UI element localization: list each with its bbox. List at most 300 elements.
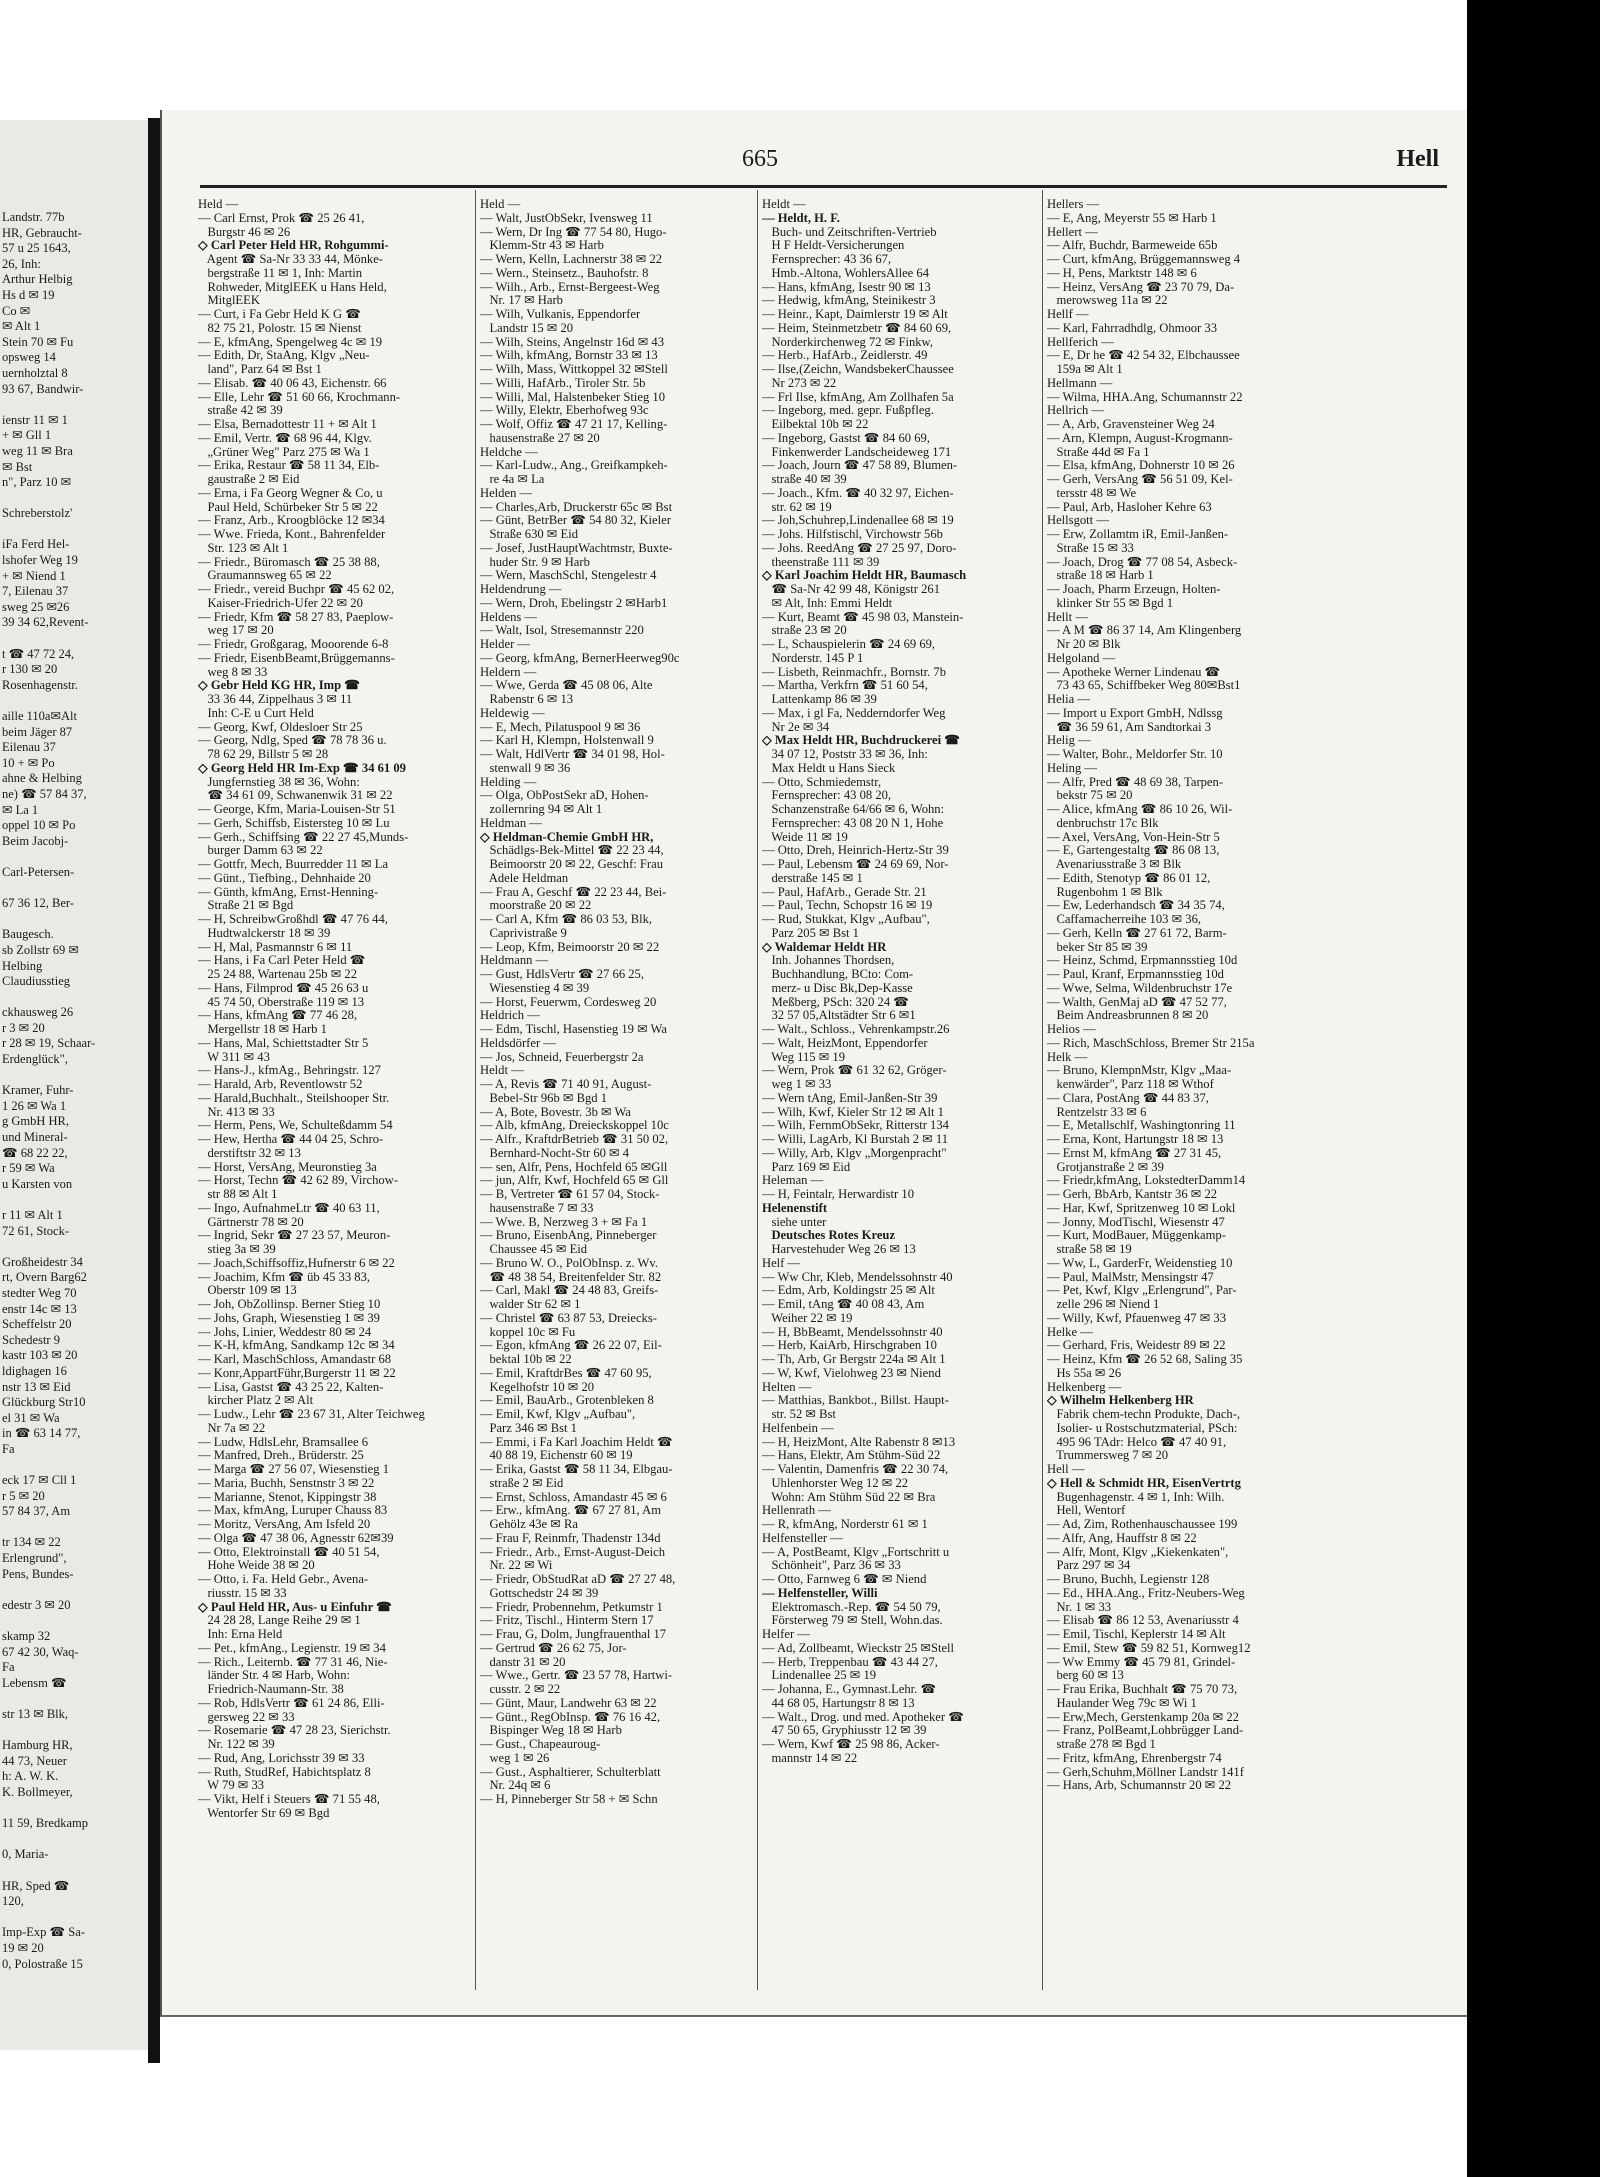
directory-entry-line: — E, Dr he ☎ 42 54 32, Elbchaussee	[1047, 349, 1240, 363]
directory-entry-line: — Ed., HHA.Ang., Fritz-Neubers-Weg	[1047, 1586, 1245, 1600]
directory-entry-line: Nr. 17 ✉ Harb	[480, 294, 563, 308]
directory-entry-line: Bugenhagenstr. 4 ✉ 1, Inh: Wilh.	[1047, 1490, 1225, 1504]
directory-entry-line: — Erna, Kont, Hartungstr 18 ✉ 13	[1047, 1133, 1224, 1146]
directory-entry-line: straße 18 ✉ Harb 1	[1047, 569, 1154, 583]
running-head: Hell	[1396, 146, 1439, 172]
left-page-fragment: ienstr 11 ✉ 1	[2, 412, 68, 427]
left-page-fragment: oppel 10 ✉ Po	[2, 818, 76, 833]
left-page-fragment	[2, 491, 151, 507]
left-page-fragment	[2, 1239, 151, 1255]
left-page-fragment: tr 134 ✉ 22	[2, 1535, 61, 1550]
left-page-fragment: 11 59, Bredkamp	[2, 1816, 88, 1831]
left-page-fragment	[2, 1723, 151, 1739]
directory-entry-line: Nr 7a ✉ 22	[198, 1421, 266, 1435]
left-page-fragment: Glückburg Str10	[2, 1395, 86, 1410]
left-page-fragment: beim Jäger 87	[2, 724, 73, 739]
directory-entry-line: — Friedr., vereid Buchpr ☎ 45 62 02,	[198, 583, 395, 596]
directory-entry-line: — Friedr, EisenbBeamt,Brüggemanns-	[198, 651, 395, 665]
directory-entry-line: weg 17 ✉ 20	[198, 624, 274, 638]
directory-entry-line: — Joh, ObZollinsp. Berner Stieg 10	[198, 1298, 381, 1311]
directory-entry-line: — Heim, Steinmetzbetr ☎ 84 60 69,	[762, 321, 952, 335]
left-page-fragment: Arthur Helbig	[2, 272, 73, 287]
directory-entry-line: — Wern, Prok ☎ 61 32 62, Gröger-	[762, 1064, 947, 1078]
directory-entry-line: — H, SchreibwGroßhdl ☎ 47 76 44,	[198, 913, 388, 926]
directory-entry-line: — Erika, Gastst ☎ 58 11 34, Elbgau-	[480, 1463, 673, 1476]
directory-entry-line: ◇ Gebr Held KG HR, Imp ☎	[198, 679, 360, 693]
directory-entry-line: Inh: Erna Held	[198, 1628, 283, 1641]
directory-entry-line: — Johs. ReedAng ☎ 27 25 97, Doro-	[762, 541, 957, 555]
directory-entry-line: — Otto, Elektroinstall ☎ 40 51 54,	[198, 1545, 380, 1559]
directory-entry-line: weg 1 ✉ 33	[762, 1078, 832, 1091]
directory-entry-line: str 88 ✉ Alt 1	[198, 1188, 278, 1201]
directory-entry-line: Hellsgott —	[1047, 514, 1109, 528]
left-page-fragment: Scheffelstr 20	[2, 1317, 72, 1332]
directory-entry-line: — Gerhard, Fris, Weidestr 89 ✉ 22	[1047, 1339, 1226, 1353]
directory-entry-line: Agent ☎ Sa-Nr 33 33 44, Mönke-	[198, 253, 383, 266]
left-page-fragment: ckhausweg 26	[2, 1005, 74, 1020]
directory-entry-line: — Georg, Kwf, Oldesloer Str 25	[198, 720, 363, 734]
directory-entry-line: Beimoorstr 20 ✉ 22, Geschf: Frau	[480, 858, 663, 871]
directory-entry-line: — Johs, Graph, Wiesenstieg 1 ✉ 39	[198, 1311, 380, 1325]
directory-entry-line: Parz 346 ✉ Bst 1	[480, 1421, 577, 1435]
left-page-fragment: + ✉ Gll 1	[2, 428, 52, 443]
directory-entry-line: Heldewig —	[480, 706, 545, 720]
directory-entry-line: — Otto, i. Fa. Held Gebr., Avena-	[198, 1573, 369, 1586]
directory-entry-line: Försterweg 79 ✉ Stell, Wohn.das.	[762, 1614, 943, 1628]
directory-entry-line: Nr 273 ✉ 22	[762, 376, 837, 390]
directory-entry-line: — Wwe., Gertr. ☎ 23 57 78, Hartwi-	[480, 1669, 673, 1683]
directory-entry-line: ◇ Karl Joachim Heldt HR, Baumasch	[762, 569, 967, 583]
directory-entry-line: — Charles,Arb, Druckerstr 65c ✉ Bst	[480, 500, 673, 514]
directory-entry-line: — Gust., Chapeauroug-	[480, 1738, 601, 1751]
directory-entry-line: — Walter, Bohr., Meldorfer Str. 10	[1047, 748, 1223, 761]
directory-entry-line: Hudtwalckerstr 18 ✉ 39	[198, 926, 331, 940]
directory-entry-line: Gottschedstr 24 ✉ 39	[480, 1586, 599, 1600]
left-page-fragment: Baugesch.	[2, 927, 54, 942]
directory-entry-line: — Vikt, Helf i Steuers ☎ 71 55 48,	[198, 1793, 380, 1806]
directory-entry-line: Fabrik chem-techn Produkte, Dach-,	[1047, 1408, 1241, 1421]
directory-entry-line: — Walt, HeizMont, Eppendorfer	[762, 1036, 928, 1050]
directory-entry-line: — Hew, Hertha ☎ 44 04 25, Schro-	[198, 1133, 384, 1146]
directory-entry-line: — Wern, MaschSchl, Stengelestr 4	[480, 569, 657, 583]
directory-entry-line: — Elsa, Bernadottestr 11 + ✉ Alt 1	[198, 418, 377, 431]
directory-entry-line: — Walt., Drog. und med. Apotheker ☎	[762, 1710, 964, 1724]
directory-entry-line: zollernring 94 ✉ Alt 1	[480, 803, 603, 816]
directory-entry-line: Haulander Weg 79c ✉ Wi 1	[1047, 1696, 1197, 1710]
left-page-fragment: Hamburg HR,	[2, 1738, 73, 1753]
directory-entry-line: Hell, Wentorf	[1047, 1504, 1126, 1518]
directory-entry-line: — Import u Export GmbH, Ndlssg	[1047, 706, 1223, 720]
directory-entry-line: Caffamacherreihe 103 ✉ 36,	[1047, 913, 1202, 926]
directory-entry-line: — Wwe. Frieda, Kont., Bahrenfelder	[198, 528, 386, 541]
directory-entry-line: Caprivistraße 9	[480, 926, 567, 940]
directory-entry-line: — Harald, Arb, Reventlowstr 52	[198, 1078, 363, 1091]
directory-entry-line: — Kurt, ModBauer, Müggenkamp-	[1047, 1229, 1226, 1243]
directory-entry-line: 47 50 65, Gryphiusstr 12 ✉ 39	[762, 1724, 927, 1738]
directory-entry-line: straße 23 ✉ 20	[762, 624, 847, 638]
directory-entry-line: Jungfernstieg 38 ✉ 36, Wohn:	[198, 775, 360, 789]
left-page-fragment: r 28 ✉ 19, Schaar-	[2, 1036, 96, 1051]
directory-entry-line: — Martha, Verkfrn ☎ 51 60 54,	[762, 679, 928, 693]
directory-entry-line: — Erw., kfmAng. ☎ 67 27 81, Am	[480, 1504, 662, 1518]
directory-entry-line: 73 43 65, Schiffbeker Weg 80✉Bst1	[1047, 679, 1241, 693]
directory-entry-line: — Edith, Stenotyp ☎ 86 01 12,	[1047, 871, 1211, 885]
directory-entry-line: Heleman —	[762, 1174, 824, 1188]
directory-entry-line: — Wern, Kelln, Lachnerstr 38 ✉ 22	[480, 253, 663, 266]
directory-entry-line: — Wern, Dr Ing ☎ 77 54 80, Hugo-	[480, 225, 667, 239]
directory-entry-line: Straße 15 ✉ 33	[1047, 541, 1134, 555]
directory-entry-line: Hellmann —	[1047, 376, 1113, 390]
directory-entry-line: — H, Mal, Pasmannstr 6 ✉ 11	[198, 940, 353, 954]
left-page-fragment: 0, Maria-	[2, 1847, 49, 1862]
directory-entry-line: — Paul, Lebensm ☎ 24 69 69, Nor-	[762, 858, 949, 871]
directory-entry-line: — Paul, Kranf, Erpmannsstieg 10d	[1047, 968, 1224, 981]
directory-entry-line: moorstraße 20 ✉ 22	[480, 899, 592, 913]
left-page-fragment: Fa	[2, 1660, 15, 1675]
directory-entry-line: Parz 205 ✉ Bst 1	[762, 926, 859, 940]
directory-entry-line: Isolier- u Rostschutzmaterial, PSch:	[1047, 1421, 1238, 1435]
directory-entry-line: Weg 115 ✉ 19	[762, 1050, 845, 1064]
directory-entry-line: — Friedr,kfmAng, LokstedterDamm14	[1047, 1174, 1246, 1188]
directory-entry-line: — Gerh, Schiffsb, Eistersteg 10 ✉ Lu	[198, 816, 390, 830]
directory-entry-line: — Hedwig, kfmAng, Steinikestr 3	[762, 294, 936, 308]
directory-entry-line: — Elisab. ☎ 40 06 43, Eichenstr. 66	[198, 376, 387, 390]
directory-entry-line: Nr. 413 ✉ 33	[198, 1105, 275, 1119]
directory-entry-line: — Heinz, VersAng ☎ 23 70 79, Da-	[1047, 280, 1235, 294]
directory-entry-line: str. 62 ✉ 19	[762, 500, 832, 514]
directory-entry-line: — Herb, Treppenbau ☎ 43 44 27,	[762, 1655, 938, 1669]
directory-entry-line: — Th, Arb, Gr Bergstr 224a ✉ Alt 1	[762, 1353, 946, 1366]
directory-entry-line: Straße 630 ✉ Eid	[480, 528, 578, 541]
directory-entry-line: — Max, kfmAng, Luruper Chauss 83	[198, 1504, 388, 1518]
left-page-fragment: Kramer, Fuhr-	[2, 1083, 74, 1098]
directory-entry-line: — Willi, Mal, Halstenbeker Stieg 10	[480, 390, 665, 404]
directory-entry-line: Parz 169 ✉ Eid	[762, 1160, 851, 1174]
directory-entry-line: — E, Ang, Meyerstr 55 ✉ Harb 1	[1047, 211, 1217, 225]
directory-entry-line: Helten —	[762, 1380, 812, 1394]
directory-entry-line: — Harald,Buchhalt., Steilshooper Str.	[198, 1091, 390, 1105]
directory-entry-line: Avenariusstraße 3 ✉ Blk	[1047, 858, 1182, 871]
directory-entry-line: — Horst, Feuerwm, Cordesweg 20	[480, 995, 657, 1009]
directory-entry-line: Weide 11 ✉ 19	[762, 830, 848, 844]
directory-entry-line: 82 75 21, Polostr. 15 ✉ Nienst	[198, 321, 362, 335]
directory-entry-line: — Willy, Arb, Klgv „Morgenpracht"	[762, 1146, 947, 1160]
scan-background	[1467, 0, 1600, 2177]
directory-entry-line: Rabenstr 6 ✉ 13	[480, 693, 574, 706]
directory-entry-line: bektal 10b ✉ 22	[480, 1353, 572, 1366]
directory-entry-line: — Franz, Arb., Kroogblöcke 12 ✉34	[198, 514, 385, 528]
left-page-fragment: Carl-Petersen-	[2, 864, 75, 879]
directory-entry-line: Fernsprecher: 43 08 20 N 1, Hohe	[762, 816, 944, 830]
directory-entry-line: Chaussee 45 ✉ Eid	[480, 1243, 588, 1256]
directory-entry-line: — E, Metallschlf, Washingtonring 11	[1047, 1119, 1236, 1133]
directory-entry-line: — Willy, Elektr, Eberhofweg 93c	[480, 404, 649, 418]
directory-entry-line: — Karl, Fahrradhdlg, Ohmoor 33	[1047, 321, 1217, 335]
directory-entry-line: str. 52 ✉ Bst	[762, 1408, 836, 1421]
directory-entry-line: — Ww, L, GarderFr, Weidenstieg 10	[1047, 1256, 1233, 1270]
directory-entry-line: — Ruth, StudRef, Habichtsplatz 8	[198, 1765, 371, 1779]
directory-entry-line: Helenenstift	[762, 1201, 828, 1215]
left-page-fragment	[2, 631, 151, 647]
directory-entry-line: — Heldt, H. F.	[762, 211, 840, 225]
directory-entry-line: — Willi, LagArb, Kl Burstah 2 ✉ 11	[762, 1133, 948, 1146]
directory-entry-line: — Hans-J., kfmAg., Behringstr. 127	[198, 1064, 381, 1078]
directory-entry-line: — Emil, Kwf, Klgv „Aufbau",	[480, 1408, 636, 1421]
directory-entry-line: gaustraße 2 ✉ Eid	[198, 473, 300, 486]
directory-entry-line: — Pet, Kwf, Klgv „Erlengrund", Par-	[1047, 1284, 1237, 1298]
left-page-fragment: Erlengrund",	[2, 1551, 67, 1566]
left-page-fragment: Co ✉	[2, 303, 31, 318]
left-page-fragment: aille 110a✉Alt	[2, 709, 77, 723]
directory-entry-line: Buch- und Zeitschriften-Vertrieb	[762, 225, 937, 239]
directory-entry-line: burger Damm 63 ✉ 22	[198, 844, 323, 858]
directory-entry-line: — Wolf, Offiz ☎ 47 21 17, Kelling-	[480, 418, 668, 431]
directory-entry-line: Deutsches Rotes Kreuz	[762, 1229, 896, 1243]
directory-entry-line: Heldern —	[480, 665, 537, 679]
directory-entry-line: — Olga, ObPostSekr aD, Hohen-	[480, 789, 649, 803]
directory-entry-line: Helfenbein —	[762, 1421, 834, 1435]
left-page-fragment: ☎ 68 22 22,	[2, 1145, 68, 1160]
left-page-fragment: 39 34 62,Revent-	[2, 615, 89, 630]
left-page-fragment: uernholztal 8	[2, 365, 68, 380]
directory-entry-line: — L, Schauspielerin ☎ 24 69 69,	[762, 638, 936, 651]
directory-entry-line: Uhlenhorster Weg 12 ✉ 22	[762, 1476, 909, 1490]
left-page-fragment: r 130 ✉ 20	[2, 662, 58, 677]
left-page-fragment: str 13 ✉ Blk,	[2, 1707, 69, 1721]
directory-entry-line: — Pet., kfmAng., Legienstr. 19 ✉ 34	[198, 1641, 386, 1655]
directory-entry-line: siehe unter	[762, 1215, 827, 1229]
directory-entry-line: — Horst, VersAng, Meuronstieg 3a	[198, 1160, 377, 1174]
directory-entry-line: — Frl Ilse, kfmAng, Am Zollhafen 5a	[762, 390, 954, 404]
directory-entry-line: — A, PostBeamt, Klgv „Fortschritt u	[762, 1545, 950, 1559]
directory-entry-line: — Konr,AppartFühr,Burgerstr 11 ✉ 22	[198, 1366, 396, 1380]
directory-entry-line: — Gust., Asphaltierer, Schulterblatt	[480, 1765, 661, 1779]
directory-entry-line: — Emil, Vertr. ☎ 68 96 44, Klgv.	[198, 431, 372, 445]
directory-entry-line: — Joach, Pharm Erzeugn, Holten-	[1047, 583, 1221, 596]
directory-entry-line: — Joach., Kfm. ☎ 40 32 97, Eichen-	[762, 486, 954, 500]
directory-entry-line: — Erika, Restaur ☎ 58 11 34, Elb-	[198, 459, 380, 473]
directory-entry-line: — Christel ☎ 63 87 53, Dreiecks-	[480, 1311, 657, 1325]
directory-entry-line: Straße 44d ✉ Fa 1	[1047, 445, 1150, 459]
left-page-fragment: iFa Ferd Hel-	[2, 537, 70, 552]
directory-entry-line: Hellenrath —	[762, 1504, 831, 1518]
directory-entry-line: Norderkirchenweg 72 ✉ Finkw,	[762, 335, 933, 349]
directory-entry-line: Held —	[480, 198, 521, 211]
left-page-fragment: in ☎ 63 14 77,	[2, 1426, 81, 1441]
directory-entry-line: — Lisbeth, Reinmachfr., Bornstr. 7b	[762, 665, 946, 679]
directory-entry-line: Nr. 122 ✉ 39	[198, 1738, 275, 1751]
left-page-fragment: Eilenau 37	[2, 740, 56, 755]
directory-entry-line: Grotjanstraße 2 ✉ 39	[1047, 1160, 1164, 1174]
directory-entry-line: — Johanna, E., Gymnast.Lehr. ☎	[762, 1683, 937, 1696]
directory-entry-line: — Edm, Tischl, Hasenstieg 19 ✉ Wa	[480, 1023, 668, 1036]
left-page-fragment	[2, 990, 151, 1006]
directory-entry-line: — Willy, Kwf, Pfauenweg 47 ✉ 33	[1047, 1311, 1226, 1325]
directory-entry-line: — Max, i gl Fa, Nedderndorfer Weg	[762, 706, 946, 720]
left-page-fragment: Erdenglück",	[2, 1052, 68, 1067]
left-page-fragment: HR, Sped ☎	[2, 1878, 70, 1893]
directory-entry-line: danstr 31 ✉ 20	[480, 1655, 566, 1669]
left-page-fragment: lshofer Weg 19	[2, 553, 78, 568]
left-page-fragment: ✉ Alt 1	[2, 319, 41, 334]
directory-entry-line: Wiesenstieg 4 ✉ 39	[480, 981, 590, 995]
directory-entry-line: Straße 21 ✉ Bgd	[198, 899, 294, 913]
left-page-fragment	[2, 1613, 151, 1629]
directory-entry-line: 25 24 88, Wartenau 25b ✉ 22	[198, 968, 358, 981]
directory-entry-line: — Ingeborg, med. gepr. Fußpfleg.	[762, 404, 934, 418]
directory-entry-line: Meßberg, PSch: 320 24 ☎	[762, 995, 909, 1009]
directory-entry-line: — Ernst, Schloss, Amandastr 45 ✉ 6	[480, 1490, 667, 1504]
directory-entry-line: — Heinr., Kapt, Daimlerstr 19 ✉ Alt	[762, 308, 948, 321]
left-page-fragment: Helbing	[2, 958, 43, 973]
directory-entry-line: — Friedr., Arb., Ernst-August-Deich	[480, 1545, 666, 1559]
directory-entry-line: — Hans, i Fa Carl Peter Held ☎	[198, 954, 366, 968]
directory-entry-line: stenwall 9 ✉ 36	[480, 761, 571, 775]
directory-entry-line: Gärtnerstr 78 ✉ 20	[198, 1215, 304, 1229]
left-page-fragment	[2, 1910, 151, 1926]
directory-entry-line: Helder —	[480, 638, 531, 651]
directory-entry-line: — jun, Alfr, Kwf, Hochfeld 65 ✉ Gll	[480, 1174, 669, 1188]
left-page-fragment: Schedestr 9	[2, 1332, 60, 1347]
directory-entry-line: — Rud, Ang, Lorichsstr 39 ✉ 33	[198, 1751, 365, 1765]
directory-entry-line: Paul Held, Schürbeker Str 5 ✉ 22	[198, 500, 378, 514]
directory-entry-line: — Wilma, HHA.Ang, Schumannstr 22	[1047, 390, 1243, 404]
directory-entry-line: Hellferich —	[1047, 335, 1114, 349]
left-page-fragment: ahne & Helbing	[2, 771, 82, 786]
directory-entry-line: Max Heldt u Hans Sieck	[762, 761, 896, 775]
directory-entry-line: — Wern, Droh, Ebelingstr 2 ✉Harb1	[480, 596, 668, 610]
directory-entry-line: — Wern., Steinsetz., Bauhofstr. 8	[480, 266, 649, 280]
directory-entry-line: — Lisa, Gastst ☎ 43 25 22, Kalten-	[198, 1380, 384, 1394]
directory-entry-line: straße 278 ✉ Bgd 1	[1047, 1738, 1156, 1751]
left-page-fragment	[2, 1192, 151, 1208]
left-page-fragment: 67 42 30, Waq-	[2, 1644, 79, 1659]
directory-entry-line: denbruchstr 17c Blk	[1047, 816, 1159, 830]
directory-entry-line: — Jonny, ModTischl, Wiesenstr 47	[1047, 1215, 1225, 1229]
book-spine	[148, 118, 160, 2063]
directory-entry-line: — Herm, Pens, We, Schulteßdamm 54	[198, 1119, 393, 1133]
directory-entry-line: — Ad, Zim, Rothenhauschaussee 199	[1047, 1518, 1238, 1531]
directory-entry-line: — W, Kwf, Vielohweg 23 ✉ Niend	[762, 1366, 941, 1380]
directory-entry-line: Str. 123 ✉ Alt 1	[198, 541, 289, 555]
directory-entry-line: — Hans, kfmAng, Isestr 90 ✉ 13	[762, 280, 931, 294]
directory-entry-line: Gehölz 43e ✉ Ra	[480, 1518, 578, 1531]
left-page-fragment: kastr 103 ✉ 20	[2, 1348, 78, 1363]
column-separator	[1042, 190, 1043, 1990]
directory-entry-line: Friedrich-Naumann-Str. 38	[198, 1683, 344, 1696]
directory-entry-line: — Friedr, ObStudRat aD ☎ 27 27 48,	[480, 1573, 676, 1586]
directory-entry-line: Helfer —	[762, 1628, 810, 1641]
directory-entry-line: Inh: C-E u Curt Held	[198, 706, 314, 720]
left-page-fragment: 0, Polostraße 15	[2, 1956, 83, 1971]
left-page-fragment: t ☎ 47 72 24,	[2, 646, 75, 661]
directory-entry-line: Hellf —	[1047, 308, 1089, 321]
directory-entry-line: — Wilh, Mass, Wittkoppel 32 ✉Stell	[480, 363, 668, 376]
directory-entry-line: Heldche —	[480, 445, 538, 459]
directory-entry-line: 495 96 TAdr: Helco ☎ 47 40 91,	[1047, 1435, 1227, 1449]
directory-entry-line: — Wwe, Selma, Wildenbruchstr 17e	[1047, 981, 1233, 995]
directory-entry-line: — Hans, Elektr, Am Stühm-Süd 22	[762, 1449, 941, 1463]
directory-entry-line: Schönheit", Parz 36 ✉ 33	[762, 1559, 901, 1573]
directory-entry-line: Norderstr. 145 P 1	[762, 651, 864, 665]
directory-entry-line: — Frau Erika, Buchhalt ☎ 75 70 73,	[1047, 1683, 1238, 1696]
directory-entry-line: — Hans, Arb, Schumannstr 20 ✉ 22	[1047, 1779, 1232, 1793]
directory-entry-line: — Ernst M, kfmAng ☎ 27 31 45,	[1047, 1146, 1222, 1160]
directory-entry-line: — Ingeborg, Gastst ☎ 84 60 69,	[762, 431, 930, 445]
directory-entry-line: — Egon, kfmAng ☎ 26 22 07, Eil-	[480, 1339, 662, 1353]
directory-entry-line: — Erw,Mech, Gerstenkamp 20a ✉ 22	[1047, 1710, 1239, 1724]
directory-entry-line: straße 58 ✉ 19	[1047, 1243, 1132, 1256]
left-page-fragment: skamp 32	[2, 1629, 51, 1644]
directory-entry-line: — Alfr, Buchdr, Barmeweide 65b	[1047, 239, 1218, 253]
directory-entry-line: Kaiser-Friedrich-Ufer 22 ✉ 20	[198, 596, 363, 610]
directory-entry-line: 44 68 05, Hartungstr 8 ✉ 13	[762, 1696, 915, 1710]
left-page-fragment: ✉ La 1	[2, 802, 39, 817]
directory-entry-line: gersweg 22 ✉ 33	[198, 1710, 295, 1724]
directory-entry-line: Heldt —	[480, 1064, 524, 1078]
page-number: 665	[742, 146, 778, 172]
left-page-fragment: g GmbH HR,	[2, 1114, 70, 1129]
left-page-fragment	[2, 522, 151, 538]
directory-entry-line: Helig —	[1047, 734, 1091, 748]
left-page-fragment: 120,	[2, 1894, 24, 1909]
directory-entry-line: Heldt —	[762, 198, 806, 211]
directory-entry-line: — H, HeizMont, Alte Rabenstr 8 ✉13	[762, 1435, 956, 1449]
directory-entry-line: Rentzelstr 33 ✉ 6	[1047, 1105, 1147, 1119]
directory-entry-line: straße 2 ✉ Eid	[480, 1476, 564, 1490]
directory-entry-line: — Ludw., Lehr ☎ 23 67 31, Alter Teichweg	[198, 1408, 425, 1421]
directory-entry-line: Fernsprecher: 43 36 67,	[762, 253, 892, 266]
left-page-fragment	[2, 693, 151, 709]
directory-entry-line: Heldsdörfer —	[480, 1036, 556, 1050]
directory-column-1	[198, 198, 476, 1988]
directory-entry-line: — Joach, Drog ☎ 77 08 54, Asbeck-	[1047, 555, 1238, 569]
directory-entry-line: — Jos, Schneid, Feuerbergstr 2a	[480, 1050, 644, 1064]
directory-entry-line: Inh. Johannes Thordsen,	[762, 954, 895, 968]
directory-entry-line: — Alfr., KraftdrBetrieb ☎ 31 50 02,	[480, 1133, 669, 1146]
directory-entry-line: Schädlgs-Bek-Mittel ☎ 22 23 44,	[480, 844, 664, 858]
directory-entry-line: Nr. 24q ✉ 6	[480, 1779, 551, 1793]
directory-entry-line: Harvestehuder Weg 26 ✉ 13	[762, 1243, 916, 1256]
left-page-fragment	[2, 881, 151, 897]
left-page-fragment: 26, Inh:	[2, 256, 41, 271]
directory-entry-line: — E, Mech, Pilatuspool 9 ✉ 36	[480, 720, 641, 734]
left-page-fragment	[2, 1691, 151, 1707]
left-page-fragment	[2, 1832, 151, 1848]
directory-entry-line: — Clara, PostAng ☎ 44 83 37,	[1047, 1091, 1209, 1105]
left-page-fragment: HR, Gebraucht-	[2, 225, 82, 240]
directory-entry-line: Burgstr 46 ✉ 26	[198, 225, 291, 239]
directory-entry-line: cusstr. 2 ✉ 22	[480, 1683, 561, 1696]
directory-entry-line: — H, Pinneberger Str 58 + ✉ Schn	[480, 1793, 658, 1806]
directory-entry-line: ✉ Alt, Inh: Emmi Heldt	[762, 596, 893, 610]
directory-entry-line: — Gerh,Schuhm,Möllner Landstr 141f	[1047, 1765, 1244, 1779]
directory-entry-line: — Maria, Buchh, Senstnstr 3 ✉ 22	[198, 1476, 375, 1490]
directory-entry-line: — Joh,Schuhrep,Lindenallee 68 ✉ 19	[762, 514, 954, 528]
directory-entry-line: — Gottfr, Mech, Buurredder 11 ✉ La	[198, 858, 389, 871]
left-page-fragment: r 3 ✉ 20	[2, 1020, 45, 1035]
directory-entry-line: ◇ Georg Held HR Im-Exp ☎ 34 61 09	[198, 761, 406, 775]
directory-entry-line: — Walt, HdlVertr ☎ 34 01 98, Hol-	[480, 748, 665, 761]
directory-entry-line: — Günth, kfmAng, Ernst-Henning-	[198, 885, 379, 899]
directory-entry-line: — Rich, MaschSchloss, Bremer Str 215a	[1047, 1036, 1255, 1050]
directory-entry-line: — Wwe, Gerda ☎ 45 08 06, Alte	[480, 679, 653, 693]
directory-entry-line: hausenstraße 27 ✉ 20	[480, 431, 600, 445]
left-page-fragment: 19 ✉ 20	[2, 1940, 44, 1955]
directory-entry-line: Mergellstr 18 ✉ Harb 1	[198, 1023, 327, 1036]
directory-entry-line: Oberstr 109 ✉ 13	[198, 1284, 297, 1298]
directory-entry-line: bekstr 75 ✉ 20	[1047, 789, 1133, 803]
